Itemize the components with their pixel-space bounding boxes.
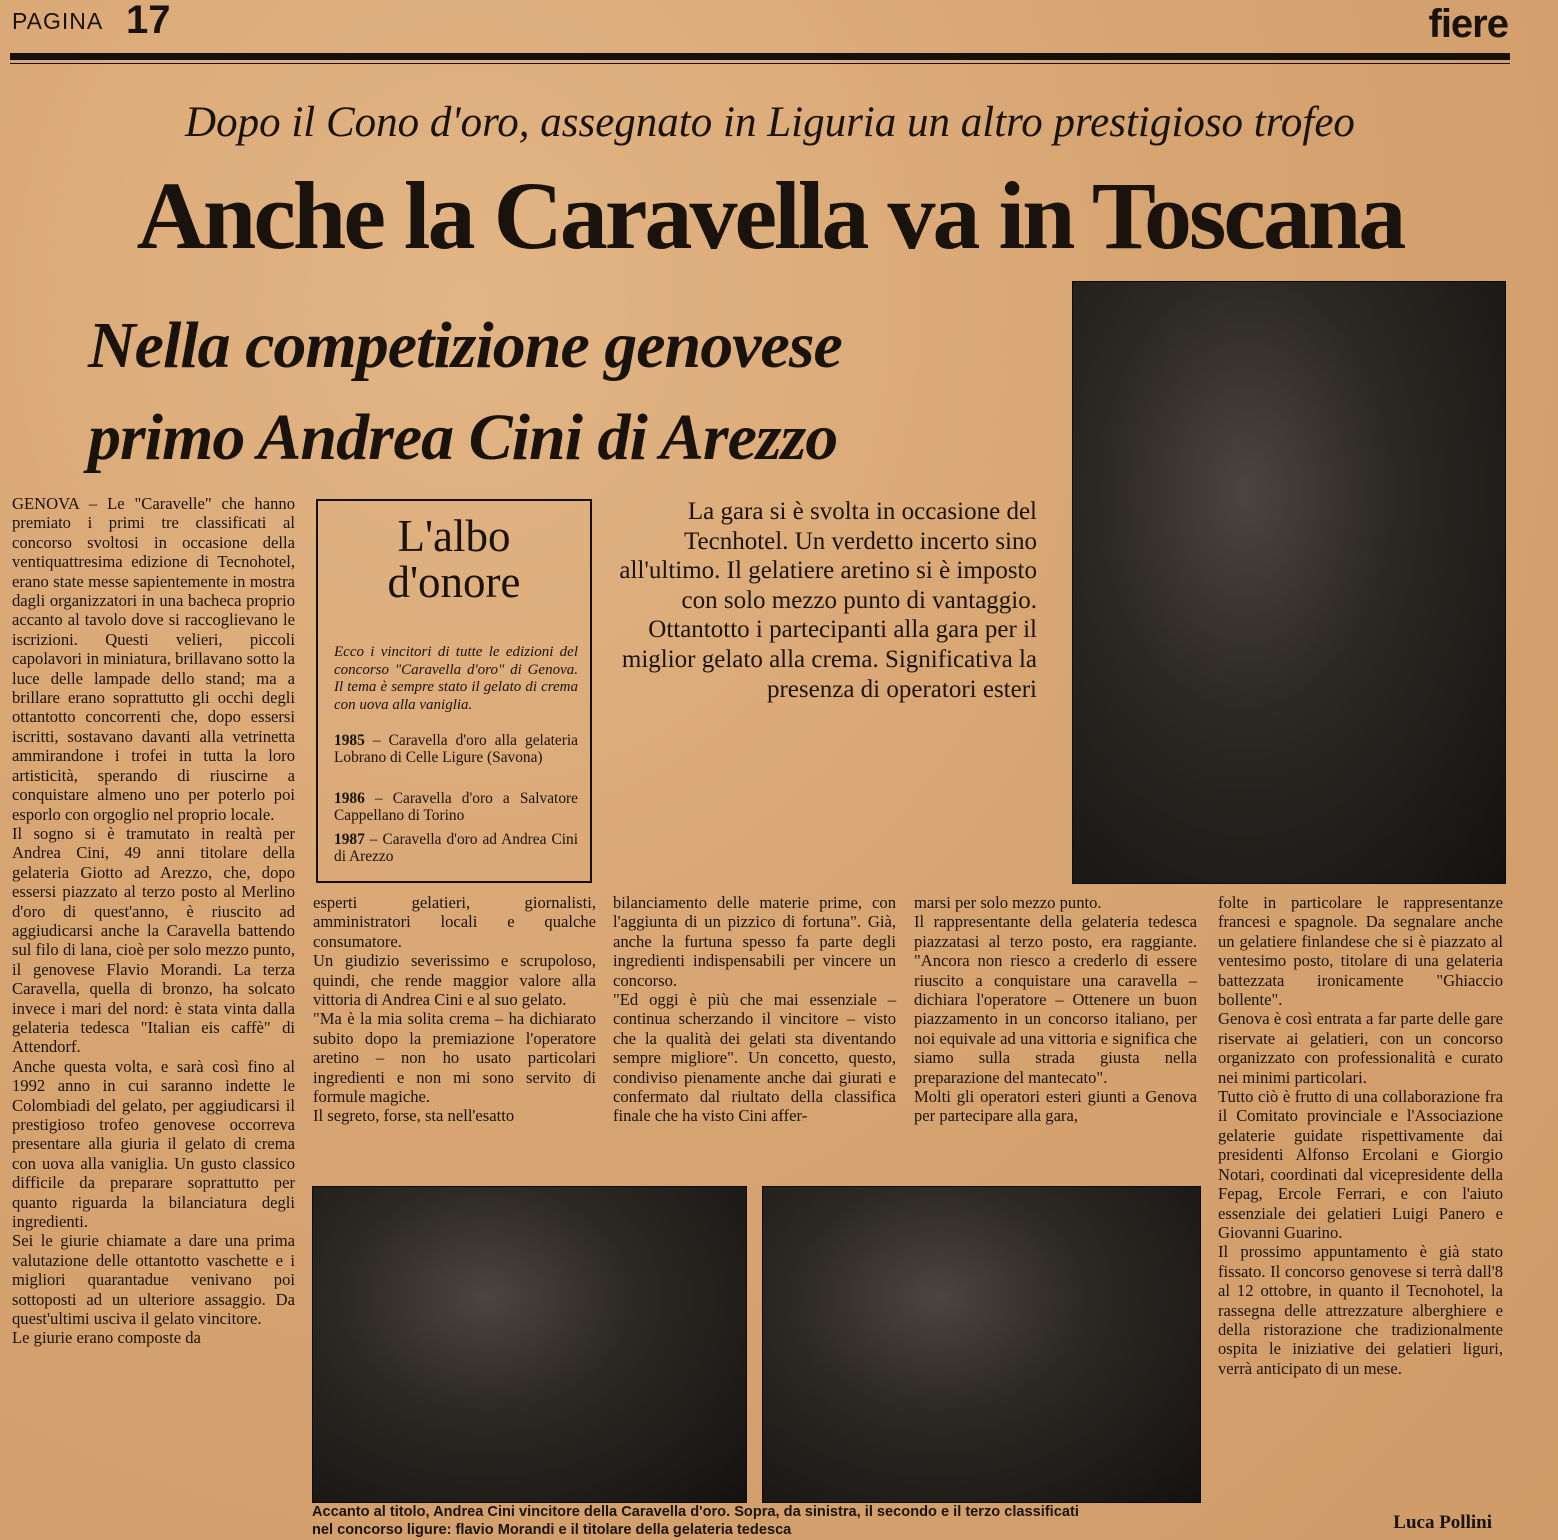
albo-title-line-2: d'onore — [387, 557, 521, 607]
standfirst: La gara si è svolta in occasione del Tecnhotel. Un verdetto incerto sino all'ultimo. Il gelatiere aretino si è imposto con solo mezzo punto di vantaggio. Ottantotto i partecipanti alla gara per il miglior gelato alla crema. Significativa la presenza di operatori esteri — [619, 498, 1037, 703]
albo-entry-text: – Caravella d'oro a Salvatore Cappellano di Torino — [334, 790, 578, 825]
paragraph: Sei le giurie chiamate a dare una prima valutazione delle ottantotto vaschette e i migliori quarantadue venivano poi sottoposti ad un ulteriore assaggio. Da quest'ultimi usciva il gelato vincitore. — [12, 1231, 295, 1329]
page-number: 17 — [126, 0, 171, 42]
paragraph: Tutto ciò è frutto di una collaborazione fra il Comitato provinciale e l'Associazione gelaterie guidate rispettivamente dai presidenti Alfonso Ercolani e Giorgio Notari, coordinati dal vicepresidente della Fepag, Ercole Ferrari, e con l'aiuto essenziale dei gelatieri Luigi Panero e Giovanni Guarino. — [1218, 1087, 1503, 1242]
caption-line-1: Accanto al titolo, Andrea Cini vincitore della Caravella d'oro. Sopra, da sinistra, il secondo e il terzo classificati — [312, 1504, 1079, 1520]
article-column-1 — [12, 494, 295, 1348]
article-column-2 — [313, 893, 596, 1126]
photo-second-place — [312, 1186, 747, 1503]
paragraph: "Ed oggi è più che mai essenziale – continua scherzando il vincitore – visto che la qualità dei gelati sta diventando sempre migliore". Un concetto, questo, condiviso pienamente anche dai giurati e confermato dal riultato della classifica finale che ha visto Cini affer- — [613, 990, 896, 1126]
page-label: PAGINA — [12, 8, 104, 34]
albo-entry-text: – Caravella d'oro alla gelateria Lobrano di Celle Ligure (Savona) — [334, 732, 578, 767]
albo-box — [316, 499, 592, 883]
article-column-5 — [1218, 893, 1503, 1378]
albo-entry — [334, 732, 578, 767]
paragraph: "Ma è la mia solita crema – ha dichiarato subito dopo la premiazione l'operatore aretino – non ho usato particolari ingredienti e non mi sono servito di formule magiche. — [313, 1009, 596, 1107]
paragraph: marsi per solo mezzo punto. — [914, 893, 1102, 912]
albo-entry-year: 1985 — [334, 732, 365, 749]
albo-intro: Ecco i vincitori di tutte le edizioni del concorso "Caravella d'oro" di Genova. Il tema è sempre stato il gelato di crema con uova alla vaniglia. — [334, 644, 578, 713]
albo-entry — [334, 831, 578, 866]
albo-entry-year: 1986 — [334, 790, 365, 807]
paragraph: GENOVA – Le "Caravelle" che hanno premiato i primi tre classificati al concorso svoltosi in occasione della ventiquattresima edizione di Tecnohotel, erano state messe sapientemente in mostra dagli organizzatori in una bacheca proprio accanto al tavolo dove si raccoglievano le iscrizioni. Questi velieri, piccoli capolavori in miniatura, brillavano sotto la luce delle lampade dello stand; ma a brillare erano soprattutto gli occhi degli ottantotto concorrenti che, dopo essersi iscritti, sostavano davanti alla vetrinetta ammirandone i trofei in tutta la loro artisticità, sperando di riuscirne a conquistare almeno uno per poterlo poi esporlo con orgoglio nel proprio locale. — [12, 494, 295, 824]
header-rule-thin — [10, 63, 1510, 64]
caption-line-2: nel concorso ligure: flavio Morandi e il titolare della gelateria tedesca — [312, 1522, 792, 1538]
byline: Luca Pollini — [1393, 1512, 1492, 1533]
paragraph: esperti gelatieri, giornalisti, amministratori locali e qualche consumatore. — [313, 893, 596, 951]
header-rule — [10, 53, 1510, 60]
albo-entry-text: – Caravella d'oro ad Andrea Cini di Arezzo — [334, 831, 578, 866]
paragraph: bilanciamento delle materie prime, con l'aggiunta di un pizzico di fortuna". Già, anche la furtuna spesso fa parte degli ingredienti indispensabili per vincere un concorso. — [613, 893, 896, 990]
photo-winner — [1072, 281, 1506, 884]
albo-title-line-1: L'albo — [397, 511, 511, 561]
albo-entry-year: 1987 — [334, 831, 365, 848]
paragraph: Anche questa volta, e sarà così fino al 1992 anno in cui saranno indette le Colombiadi del gelato, per aggiudicarsi il prestigioso trofeo genovese occorreva presentare alla giuria il gelato di crema con uova alla vaniglia. Un gusto classico difficile da preparare soprattutto per quanto riguarda la bilanciatura degli ingredienti. — [12, 1056, 295, 1232]
kicker-headline: Dopo il Cono d'oro, assegnato in Liguria un altro prestigioso trofeo — [185, 99, 1355, 146]
paragraph: Genova è così entrata a far parte delle gare riservate ai gelatieri, con un concorso organizzato con professionalità e curato nei minimi particolari. — [1218, 1009, 1503, 1087]
photo-third-place — [762, 1186, 1201, 1503]
paragraph: Il sogno si è tramutato in realtà per Andrea Cini, 49 anni titolare della gelateria Giotto ad Arezzo, che, dopo essersi piazzato al terzo posto al Merlino d'oro di quest'anno, è riuscito ad aggiudicarsi anche la Caravella battendo sul filo di lana, cioè per solo mezzo punto, il genovese Flavio Morandi. La terza Caravella, quella di bronzo, ha solcato invece i mari del nord: è stata vinta dalla gelateria tedesca "Italian eis caffè" di Attendorf. — [12, 823, 295, 1057]
article-column-3 — [613, 893, 896, 1126]
section-name: fiere — [1428, 2, 1508, 46]
paragraph: Il segreto, forse, sta nell'esatto — [313, 1106, 515, 1126]
sub-headline-line-1: Nella competizione genovese — [88, 309, 842, 382]
paragraph: Un giudizio severissimo e scrupoloso, quindi, che rende maggior valore alla vittoria di Andrea Cini e al suo gelato. — [313, 951, 596, 1010]
main-headline: Anche la Caravella va in Toscana — [136, 162, 1404, 269]
sub-headline-line-2: primo Andrea Cini di Arezzo — [88, 401, 838, 474]
paragraph: Le giurie erano composte da — [12, 1328, 201, 1348]
article-column-4 — [914, 893, 1197, 1126]
albo-entry — [334, 790, 578, 825]
paragraph: Il prossimo appuntamento è già stato fissato. Il concorso genovese si terrà dall'8 al 12 ottobre, in quanto il Tecnohotel, la rassegna delle attrezzature alberghiere e della ristorazione che tradizionalmente ospita le iniziative dei gelatieri liguri, verrà anticipato di un mese. — [1218, 1242, 1503, 1378]
paragraph: folte in particolare le rappresentanze francesi e spagnole. Da segnalare anche un gelatiere finlandese che si è piazzato al ventesimo posto, titolare di una gelateria battezzata ironicamente "Ghiaccio bollente". — [1218, 893, 1503, 1010]
albo-title — [318, 513, 590, 605]
paragraph: Molti gli operatori esteri giunti a Genova per partecipare alla gara, — [914, 1087, 1197, 1126]
sub-headline — [88, 300, 1008, 484]
photo-caption — [312, 1503, 1079, 1539]
paragraph: Il rappresentante della gelateria tedesca piazzatasi al terzo posto, era raggiante. "Ancora non riesco a crederlo di essere riuscito a conquistare una caravella – dichiara l'operatore – Ottenere un buon piazzamento in un concorso italiano, per noi equivale ad una vittoria e significa che siamo sulla strada giusta nella preparazione del mantecato". — [914, 912, 1197, 1087]
